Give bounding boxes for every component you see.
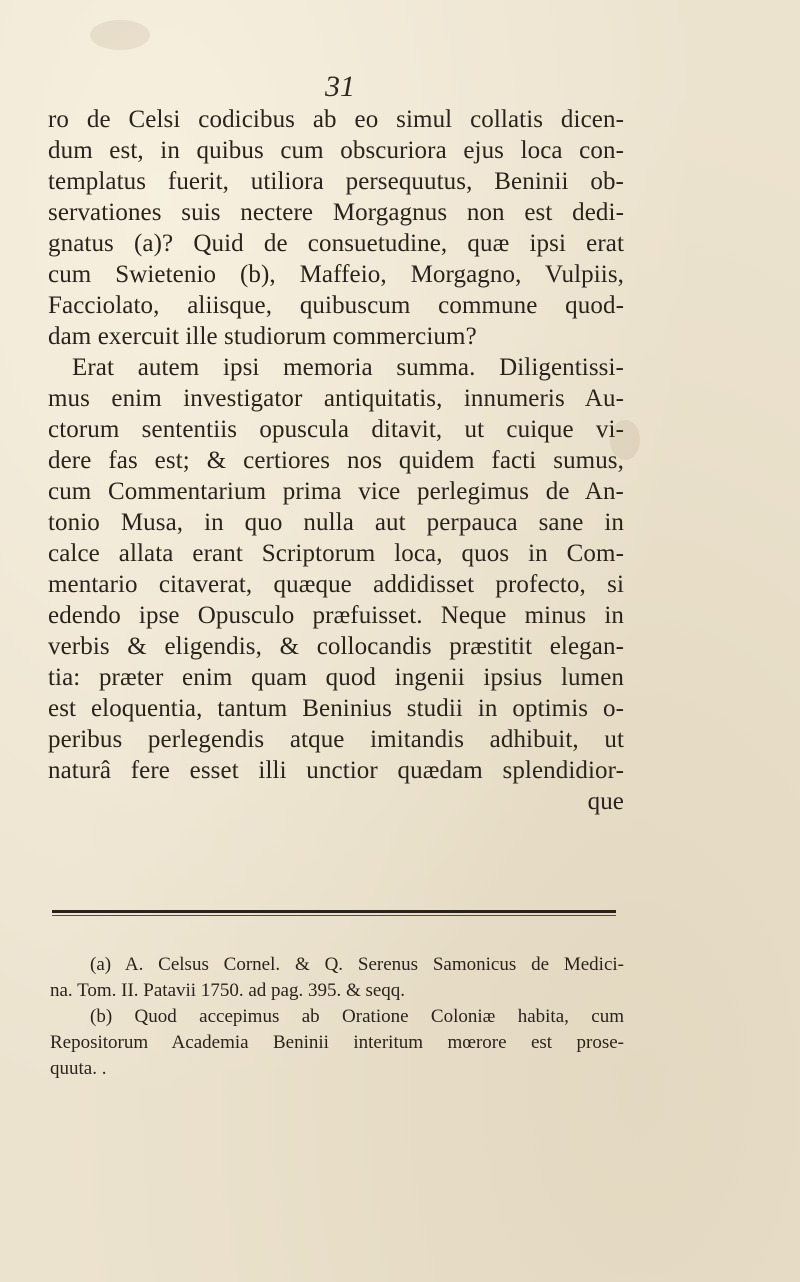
text-line: Facciolato, aliisque, quibuscum commune quod- — [48, 292, 624, 319]
text-line: cum Commentarium prima vice perlegimus de An- — [48, 478, 624, 505]
text-line: mentario citaverat, quæque addidisset profecto, si — [48, 571, 624, 598]
footnote-line: Repositorum Academia Beninii interitum mœrore est prose- — [50, 1032, 624, 1053]
footnote-rule — [52, 910, 616, 913]
text-line: servationes suis nectere Morgagnus non est dedi- — [48, 199, 624, 226]
text-line: est eloquentia, tantum Beninius studii in optimis o- — [48, 695, 624, 722]
text-line: dere fas est; & certiores nos quidem facti sumus, — [48, 447, 624, 474]
text-line: dum est, in quibus cum obscuriora ejus loca con- — [48, 137, 624, 164]
footnote-rule-thin — [52, 915, 616, 916]
text-line: Erat autem ipsi memoria summa. Diligentissi- — [72, 354, 624, 381]
text-line: ctorum sententiis opuscula ditavit, ut cuique vi- — [48, 416, 624, 443]
main-text — [48, 104, 624, 817]
text-line: peribus perlegendis atque imitandis adhibuit, ut — [48, 726, 624, 753]
text-line: cum Swietenio (b), Maffeio, Morgagno, Vulpiis, — [48, 261, 624, 288]
text-line: templatus fuerit, utiliora persequutus, Beninii ob- — [48, 168, 624, 195]
text-line: tonio Musa, in quo nulla aut perpauca sane in — [48, 509, 624, 536]
text-line: gnatus (a)? Quid de consuetudine, quæ ipsi erat — [48, 230, 624, 257]
text-line: tia: præter enim quam quod ingenii ipsius lumen — [48, 664, 624, 691]
footnotes — [50, 952, 624, 1082]
catchword: que — [587, 788, 624, 815]
text-line: ro de Celsi codicibus ab eo simul collatis dicen- — [48, 106, 624, 133]
text-line: mus enim investigator antiquitatis, innumeris Au- — [48, 385, 624, 412]
footnote-line: quuta. . — [50, 1058, 107, 1079]
text-line: dam exercuit ille studiorum commercium? — [48, 323, 477, 350]
footnote-line: na. Tom. II. Patavii 1750. ad pag. 395. & seqq. — [50, 980, 406, 1001]
text-line: verbis & eligendis, & collocandis præstitit elegan- — [48, 633, 624, 660]
page-number: 31 — [325, 70, 355, 103]
footnote-line: (a) A. Celsus Cornel. & Q. Serenus Samonicus de Medici- — [90, 954, 624, 975]
text-line: naturâ fere esset illi unctior quædam splendidior- — [48, 757, 624, 784]
text-line: calce allata erant Scriptorum loca, quos in Com- — [48, 540, 624, 567]
text-line: edendo ipse Opusculo præfuisset. Neque minus in — [48, 602, 624, 629]
footnote-line: (b) Quod accepimus ab Oratione Coloniæ habita, cum — [90, 1006, 624, 1027]
paper-stain — [90, 20, 150, 50]
